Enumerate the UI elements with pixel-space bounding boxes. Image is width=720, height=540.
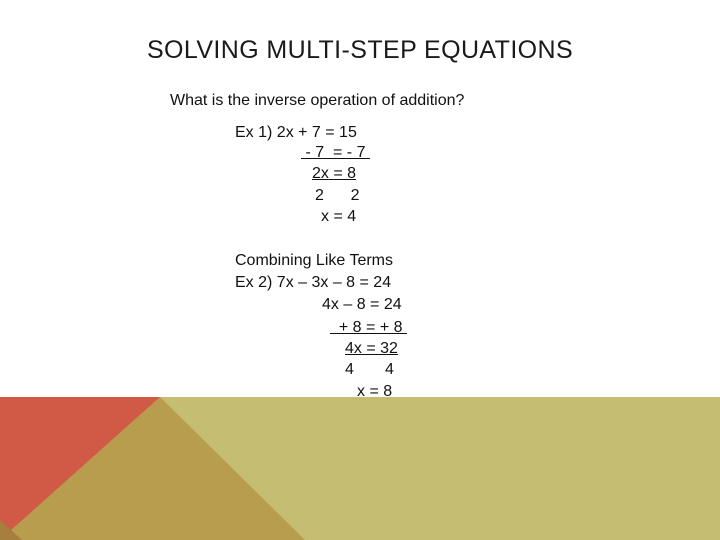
ex2-equation: Ex 2) 7x – 3x – 8 = 24 (235, 274, 392, 291)
ex1-denominators: 2 2 (315, 187, 360, 204)
ex2-numerator: 4x (345, 340, 362, 357)
ex2-denominators: 4 4 (345, 361, 394, 378)
question-text: What is the inverse operation of addition? (170, 92, 465, 109)
slide-title: SOLVING MULTI-STEP EQUATIONS (146, 36, 574, 64)
ex2-simplified: 4x – 8 = 24 (322, 296, 402, 313)
ex1-solution: x = 4 (321, 208, 357, 225)
ex2-add-step: + 8 = + 8 (330, 319, 407, 336)
ex2-rhs: = 32 (361, 340, 398, 357)
ex1-rhs: = 8 (328, 165, 357, 182)
ex1-fraction-line (312, 164, 356, 184)
ex1-subtract-step: - 7 = - 7 (301, 144, 370, 161)
ex2-solution: x = 8 (357, 383, 393, 400)
ex2-fraction-line (345, 339, 398, 359)
section-heading: Combining Like Terms (235, 252, 393, 269)
ex1-equation: Ex 1) 2x + 7 = 15 (235, 124, 357, 141)
ex1-numerator: 2x (312, 165, 329, 182)
